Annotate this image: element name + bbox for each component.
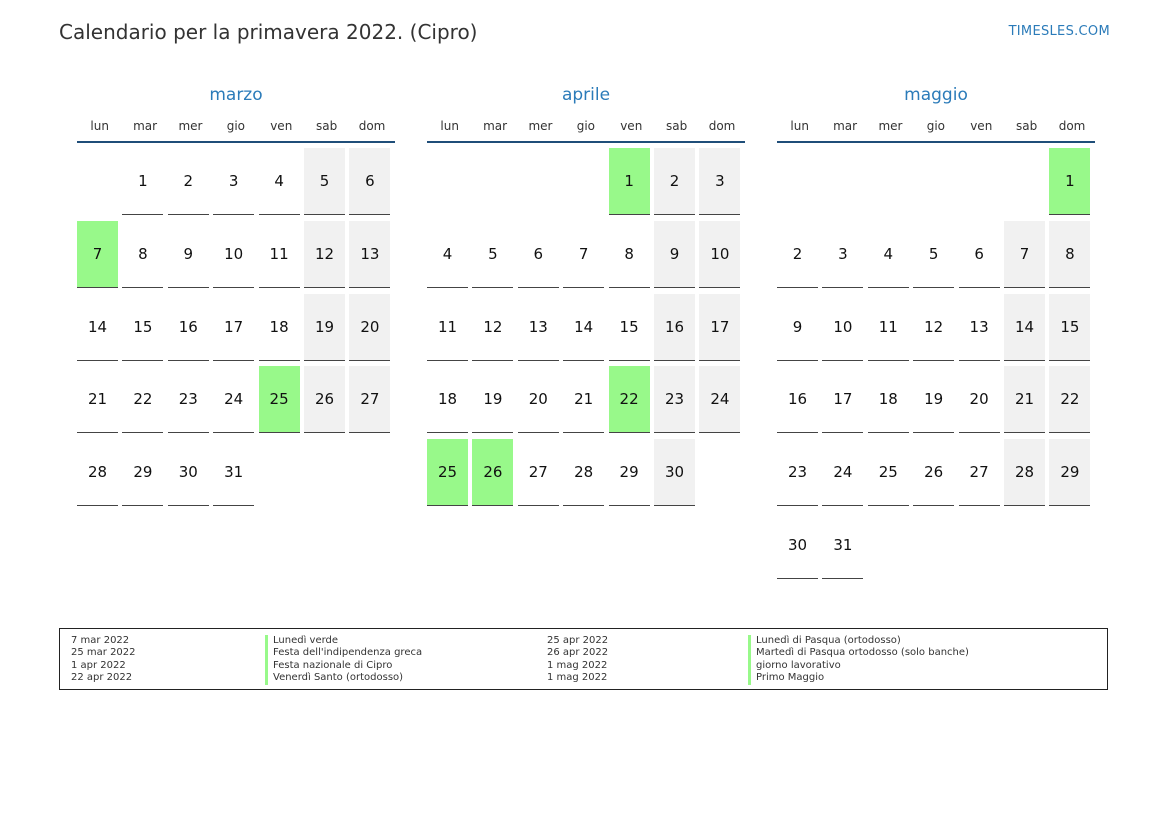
weekday-label: mer: [528, 119, 553, 133]
day-cell: 11: [259, 221, 300, 288]
day-cell: 10: [213, 221, 254, 288]
day-cell: 1: [122, 148, 163, 215]
day-cell: 17: [213, 294, 254, 361]
day-cell: 16: [654, 294, 695, 361]
day-cell: 12: [304, 221, 345, 288]
weekday-label: sab: [1016, 119, 1038, 133]
month-name: marzo: [209, 85, 263, 105]
day-cell: 13: [959, 294, 1000, 361]
day-cell: 8: [1049, 221, 1090, 288]
day-cell: 13: [349, 221, 390, 288]
weekday-label: mar: [483, 119, 508, 133]
day-cell: 7: [77, 221, 118, 288]
day-cell: 21: [77, 366, 118, 433]
day-cell: 4: [427, 221, 468, 288]
day-cell: 7: [563, 221, 604, 288]
legend-date: 25 mar 2022: [71, 647, 136, 659]
day-cell: 10: [699, 221, 740, 288]
day-cell: 6: [518, 221, 559, 288]
day-cell: 16: [168, 294, 209, 361]
day-cell: 15: [122, 294, 163, 361]
legend-holiday-name: Martedì di Pasqua ortodosso (solo banche): [748, 647, 969, 659]
day-cell: 25: [868, 439, 909, 506]
day-cell: 4: [259, 148, 300, 215]
day-cell: 18: [427, 366, 468, 433]
weekday-label: lun: [440, 119, 459, 133]
legend-dates-right: [547, 635, 608, 685]
month-aprile: [427, 85, 745, 482]
day-cell: 22: [122, 366, 163, 433]
legend-date: 1 mag 2022: [547, 672, 608, 684]
weekday-label: dom: [358, 119, 386, 133]
day-cell: 17: [699, 294, 740, 361]
day-cell: 28: [563, 439, 604, 506]
day-cell: 1: [609, 148, 650, 215]
day-cell: 22: [1049, 366, 1090, 433]
legend-holiday-name: Primo Maggio: [748, 672, 969, 684]
day-cell: 25: [427, 439, 468, 506]
day-cell: 14: [563, 294, 604, 361]
day-cell: 6: [349, 148, 390, 215]
day-cell: 23: [168, 366, 209, 433]
legend-names-left: [265, 635, 422, 685]
day-cell: 20: [959, 366, 1000, 433]
day-cell: 29: [609, 439, 650, 506]
legend-holiday-name: Lunedì verde: [265, 635, 422, 647]
weekday-label: mar: [133, 119, 158, 133]
weekday-label: mer: [178, 119, 203, 133]
day-cell: 5: [472, 221, 513, 288]
legend-holiday-name: Venerdì Santo (ortodosso): [265, 672, 422, 684]
page-title: Calendario per la primavera 2022. (Cipro): [59, 20, 478, 44]
legend-date: 1 apr 2022: [71, 659, 126, 671]
day-cell: 29: [1049, 439, 1090, 506]
legend-date: 22 apr 2022: [71, 672, 133, 684]
day-cell: 23: [777, 439, 818, 506]
day-cell: 2: [777, 221, 818, 288]
weekday-label: gio: [226, 119, 246, 133]
day-cell: 3: [213, 148, 254, 215]
legend-dates-left: [71, 635, 136, 685]
day-cell: 30: [654, 439, 695, 506]
day-cell: 31: [213, 439, 254, 506]
day-cell: 7: [1004, 221, 1045, 288]
weekday-label: ven: [270, 119, 293, 133]
day-cell: 24: [822, 439, 863, 506]
weekday-label: sab: [666, 119, 688, 133]
day-cell: 16: [777, 366, 818, 433]
legend-date: 7 mar 2022: [71, 635, 130, 646]
day-cell: 19: [913, 366, 954, 433]
weekday-label: lun: [790, 119, 809, 133]
weekday-label: sab: [316, 119, 338, 133]
day-cell: 28: [77, 439, 118, 506]
legend-date: 1 mag 2022: [547, 659, 608, 671]
site-link[interactable]: TIMESLES.COM: [1008, 24, 1110, 39]
day-cell: 28: [1004, 439, 1045, 506]
weekday-label: mer: [878, 119, 903, 133]
day-cell: 10: [822, 294, 863, 361]
day-cell: 30: [168, 439, 209, 506]
day-cell: 2: [168, 148, 209, 215]
day-cell: 25: [259, 366, 300, 433]
weekday-label: ven: [970, 119, 993, 133]
day-cell: 9: [168, 221, 209, 288]
day-cell: 8: [609, 221, 650, 288]
legend-holiday-name: Festa nazionale di Cipro: [265, 660, 422, 672]
day-cell: 17: [822, 366, 863, 433]
day-cell: 9: [777, 294, 818, 361]
weekday-label: lun: [90, 119, 109, 133]
day-cell: 18: [868, 366, 909, 433]
day-cell: 5: [304, 148, 345, 215]
day-cell: 13: [518, 294, 559, 361]
day-cell: 1: [1049, 148, 1090, 215]
day-cell: 5: [913, 221, 954, 288]
day-cell: 14: [1004, 294, 1045, 361]
month-name: maggio: [904, 85, 968, 105]
holiday-legend: [59, 628, 1108, 690]
weekday-label: gio: [576, 119, 596, 133]
day-cell: 18: [259, 294, 300, 361]
day-cell: 24: [213, 366, 254, 433]
day-cell: 12: [913, 294, 954, 361]
month-name: aprile: [561, 85, 611, 105]
weekday-label: dom: [1058, 119, 1086, 133]
legend-names-right: [748, 635, 969, 685]
day-cell: 27: [518, 439, 559, 506]
day-cell: 20: [349, 294, 390, 361]
day-cell: 24: [699, 366, 740, 433]
day-cell: 26: [304, 366, 345, 433]
day-cell: 8: [122, 221, 163, 288]
day-cell: 26: [472, 439, 513, 506]
day-cell: 3: [822, 221, 863, 288]
day-cell: 20: [518, 366, 559, 433]
day-cell: 23: [654, 366, 695, 433]
day-cell: 30: [777, 512, 818, 579]
day-cell: 6: [959, 221, 1000, 288]
day-cell: 19: [472, 366, 513, 433]
day-cell: 26: [913, 439, 954, 506]
month-marzo: [77, 85, 395, 482]
day-cell: 21: [1004, 366, 1045, 433]
day-cell: 9: [654, 221, 695, 288]
legend-holiday-name: Festa dell'indipendenza greca: [265, 647, 422, 659]
day-cell: 27: [959, 439, 1000, 506]
day-cell: 2: [654, 148, 695, 215]
day-cell: 19: [304, 294, 345, 361]
day-cell: 27: [349, 366, 390, 433]
legend-date: 25 apr 2022: [547, 635, 609, 646]
weekday-label: dom: [708, 119, 736, 133]
weekday-header: [427, 119, 745, 143]
legend-holiday-name: Lunedì di Pasqua (ortodosso): [748, 635, 969, 647]
day-cell: 22: [609, 366, 650, 433]
weekday-header: [777, 119, 1095, 143]
day-cell: 12: [472, 294, 513, 361]
weekday-label: mar: [833, 119, 858, 133]
day-cell: 11: [427, 294, 468, 361]
day-cell: 15: [1049, 294, 1090, 361]
weekday-label: ven: [620, 119, 643, 133]
legend-holiday-name: giorno lavorativo: [748, 660, 969, 672]
weekday-header: [77, 119, 395, 143]
day-cell: 4: [868, 221, 909, 288]
month-maggio: [777, 85, 1095, 554]
legend-date: 26 apr 2022: [547, 647, 609, 659]
weekday-label: gio: [926, 119, 946, 133]
day-cell: 31: [822, 512, 863, 579]
day-cell: 21: [563, 366, 604, 433]
day-cell: 3: [699, 148, 740, 215]
day-cell: 11: [868, 294, 909, 361]
day-cell: 15: [609, 294, 650, 361]
day-cell: 14: [77, 294, 118, 361]
day-cell: 29: [122, 439, 163, 506]
